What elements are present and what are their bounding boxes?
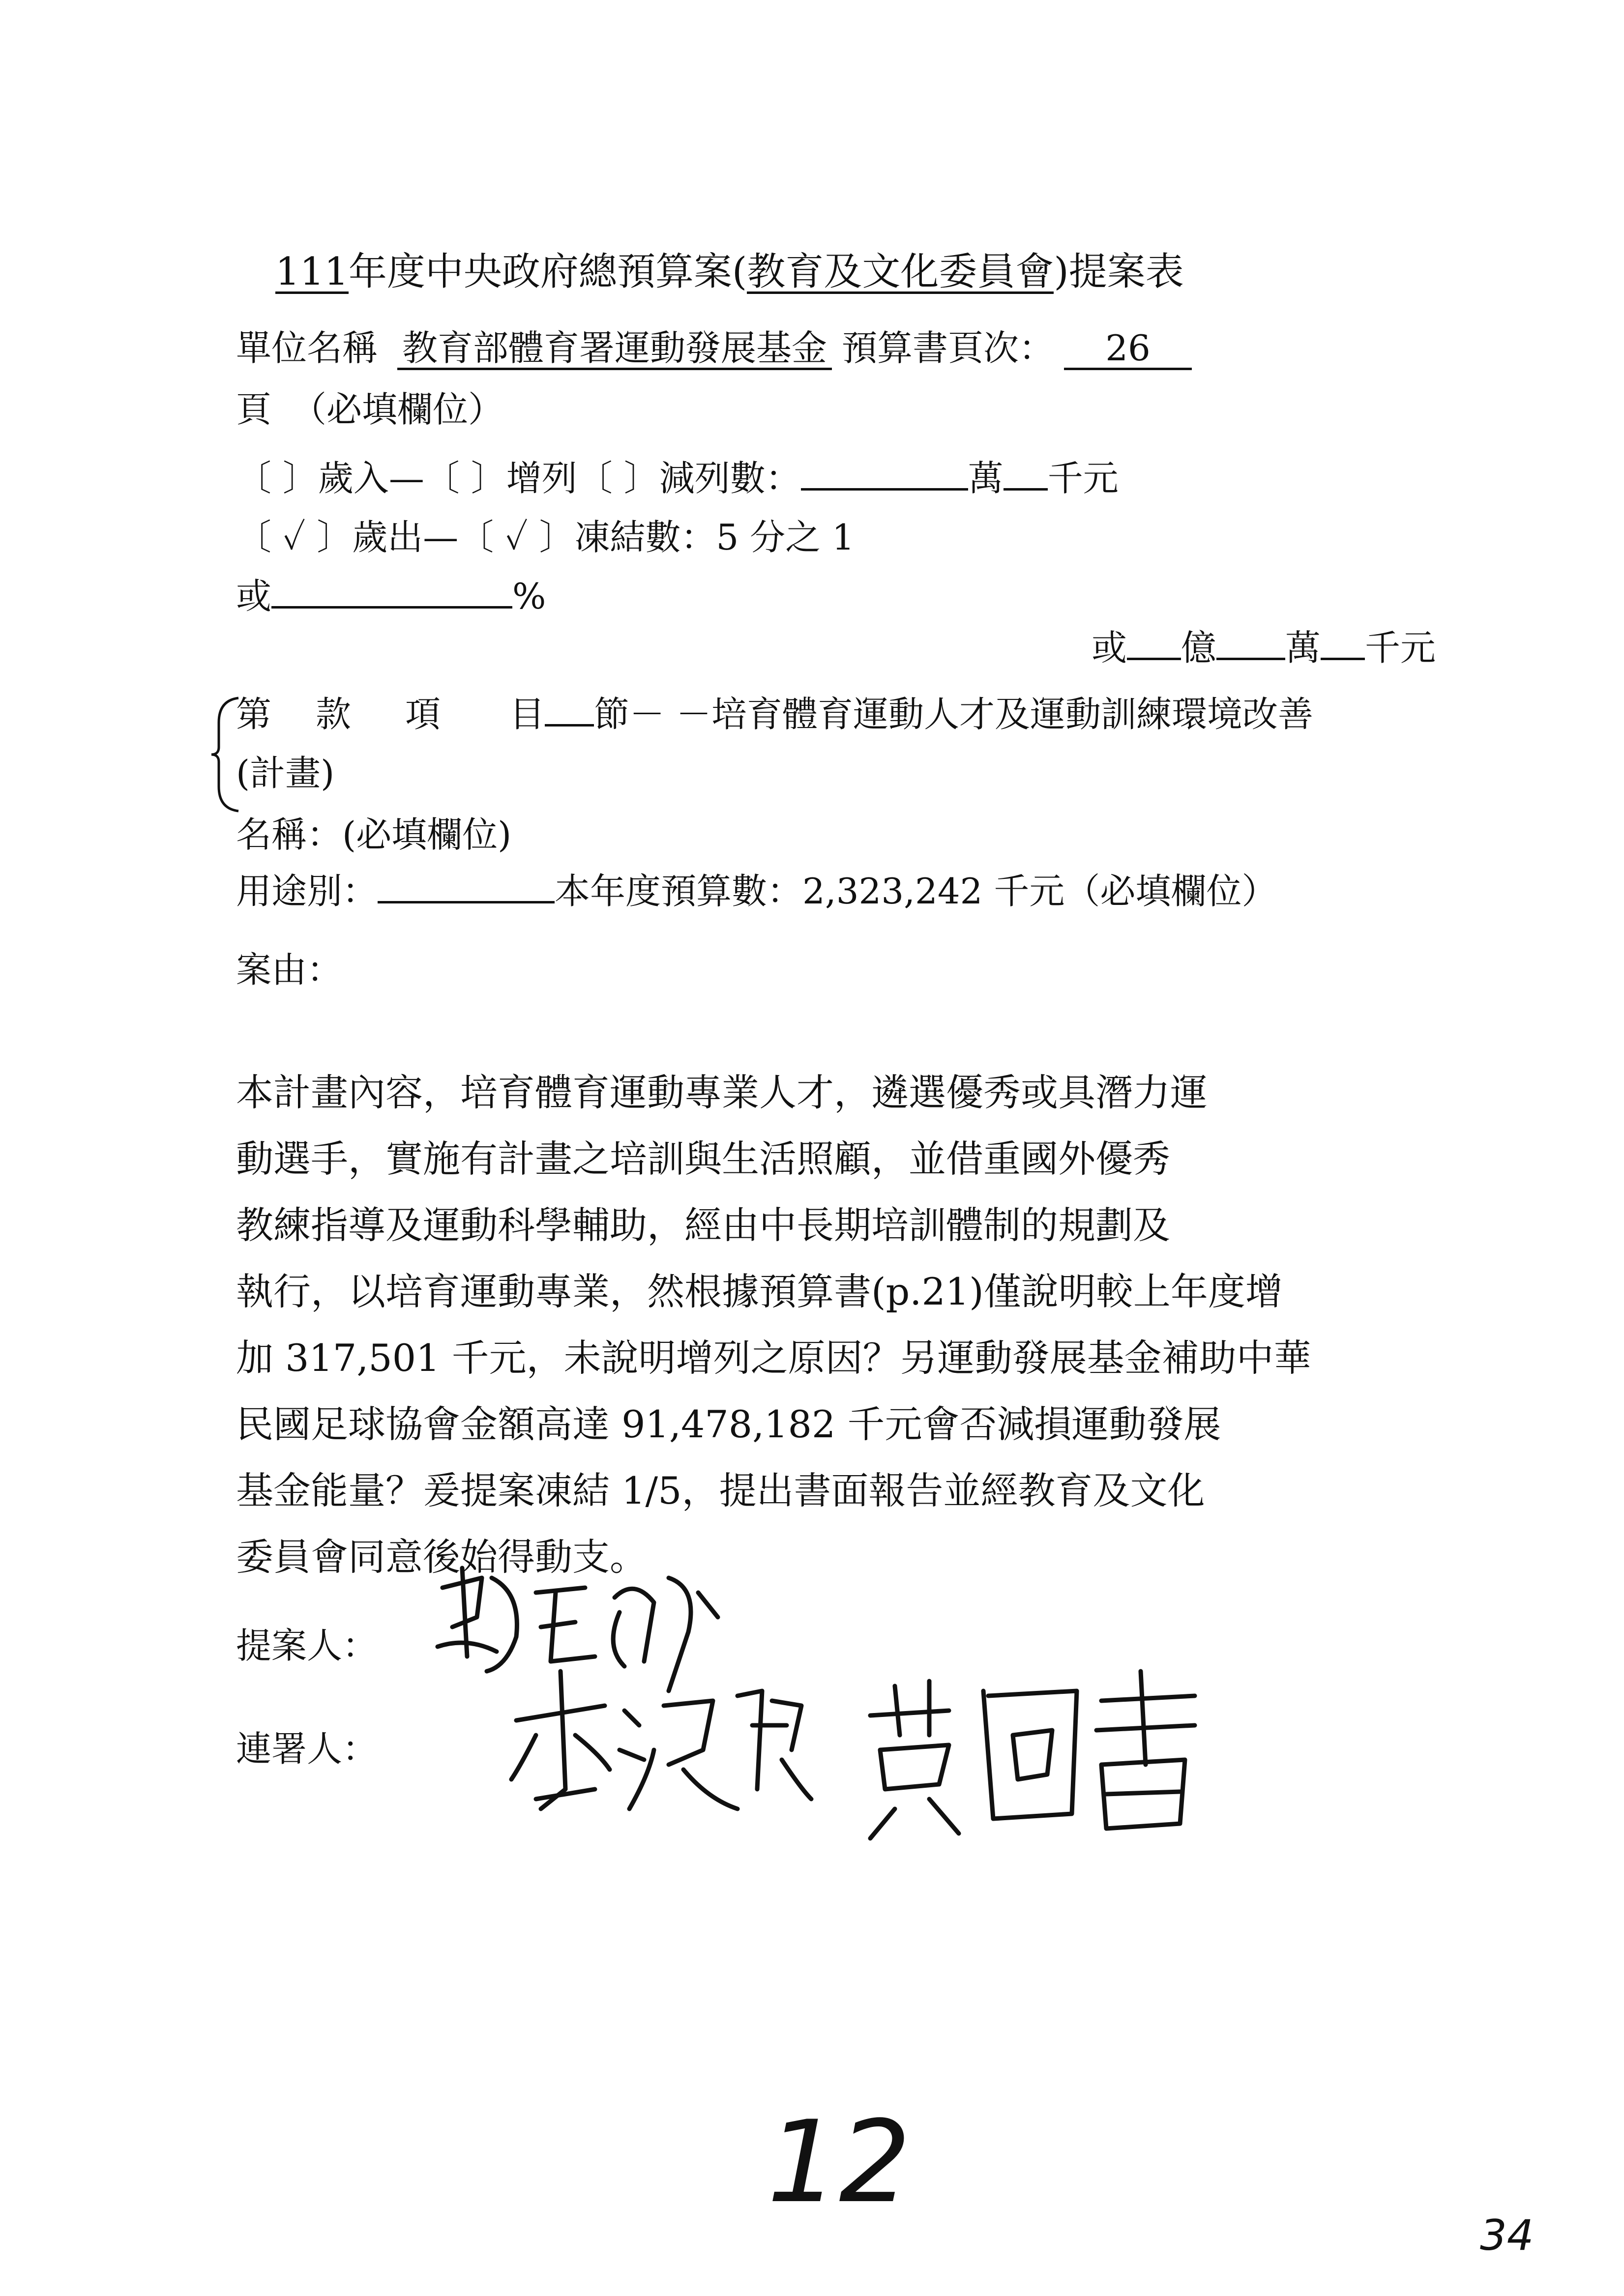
qian-yuan-amount-label: 千元 (1365, 627, 1436, 668)
expense-checkbox[interactable]: 〔 ✓ 〕 (236, 517, 353, 558)
usage-label: 用途別： (236, 871, 378, 912)
reason-line: 本計畫內容，培育體育運動專業人才，遴選優秀或具潛力運 (236, 1071, 1208, 1114)
xiang-label: 項 (405, 694, 441, 735)
page-suffix-line (236, 386, 503, 433)
or-label: 或 (236, 576, 272, 617)
title-year: 111 (275, 250, 349, 294)
yi-blank[interactable] (1127, 658, 1181, 660)
reason-line: 執行，以培育運動專業，然根據預算書(p.21)僅說明較上年度增 (236, 1270, 1283, 1313)
usage-line (236, 868, 1277, 915)
decrease-amount-blank[interactable] (801, 488, 968, 491)
name-required: (必填欄位) (342, 814, 512, 855)
program-plan-line (236, 750, 334, 797)
page-number: 34 (1480, 2211, 1534, 2260)
wan-blank[interactable] (1216, 658, 1285, 660)
wan-amount-label: 萬 (1285, 627, 1321, 668)
unit-line (236, 324, 1192, 372)
jie-dash: － － (629, 694, 711, 735)
name-line (236, 811, 511, 858)
expense-line (236, 514, 855, 561)
unit-label: 單位名稱 (236, 327, 378, 369)
qian-amount-blank[interactable] (1321, 658, 1365, 660)
reason-line: 基金能量？爰提案凍結 1/5，提出書面報告並經教育及文化 (236, 1469, 1205, 1512)
program-plan: (計畫) (236, 753, 335, 794)
page-value: 26 (1064, 328, 1192, 370)
cosigner-label: 連署人： (236, 1728, 378, 1770)
or-amount-line (1092, 624, 1436, 671)
title-part1: 年度中央政府總預算案( (348, 250, 747, 294)
qian-blank[interactable] (1004, 488, 1048, 491)
increase-label: 增列 (506, 458, 577, 499)
title-part2: )提案表 (1054, 250, 1184, 294)
reason-line: 動選手，實施有計畫之培訓與生活照顧，並借重國外優秀 (236, 1137, 1170, 1181)
mu-blank[interactable] (545, 724, 594, 727)
name-label: 名稱： (236, 814, 343, 855)
budget-value: 2,323,242 千元 (802, 871, 1065, 912)
form-title (275, 248, 1184, 295)
revenue-checkbox[interactable]: 〔 〕 (236, 458, 318, 499)
reason-line: 民國足球協會金額高達 91,478,182 千元會否減損運動發展 (236, 1402, 1221, 1446)
revenue-line (236, 455, 1119, 502)
freeze-checkbox[interactable]: 〔 ✓ 〕 (458, 517, 575, 558)
revenue-label: 歲入— (318, 458, 424, 499)
reason-line: 教練指導及運動科學輔助，經由中長期培訓體制的規劃及 (236, 1203, 1170, 1247)
program-line (236, 691, 1313, 738)
page-suffix: 頁 (236, 389, 272, 430)
or-percent-line (236, 573, 546, 620)
di-label: 第 (236, 694, 272, 735)
handwritten-number: 12 (767, 2097, 911, 2228)
or-amount-label: 或 (1092, 627, 1127, 668)
proposer-label: 提案人： (236, 1625, 378, 1666)
percent-sign: % (512, 576, 546, 617)
decrease-checkbox[interactable]: 〔 〕 (577, 458, 659, 499)
reason-line: 委員會同意後始得動支。 (236, 1535, 647, 1579)
unit-name: 教育部體育署運動發展基金 (397, 328, 832, 370)
title-committee: 教育及文化委員會 (747, 250, 1054, 294)
wan-label: 萬 (968, 458, 1004, 499)
kuan-label: 款 (316, 694, 352, 735)
program-name: 培育體育運動人才及運動訓練環境改善 (711, 694, 1313, 735)
page-label: 預算書頁次： (842, 327, 1055, 369)
cosigner-signatures (506, 1652, 1214, 1883)
yi-label: 億 (1181, 627, 1217, 668)
increase-checkbox[interactable]: 〔 〕 (424, 458, 506, 499)
jie-label: 節 (594, 694, 630, 735)
usage-blank[interactable] (378, 901, 555, 903)
budget-label: 本年度預算數： (555, 871, 803, 912)
usage-required: （必填欄位） (1064, 871, 1277, 912)
percent-blank[interactable] (271, 606, 512, 609)
qian-yuan-label: 千元 (1047, 458, 1119, 499)
decrease-label: 減列數： (659, 458, 801, 499)
reason-body (236, 1059, 1416, 1590)
reason-label: 案由： (236, 949, 343, 990)
expense-label: 歲出— (352, 517, 459, 558)
mu-label: 目 (509, 694, 545, 735)
freeze-label: 凍結數：5 分之 1 (574, 517, 855, 558)
unit-required: （必填欄位） (291, 389, 504, 430)
reason-line: 加 317,501 千元，未說明增列之原因？另運動發展基金補助中華 (236, 1336, 1311, 1380)
